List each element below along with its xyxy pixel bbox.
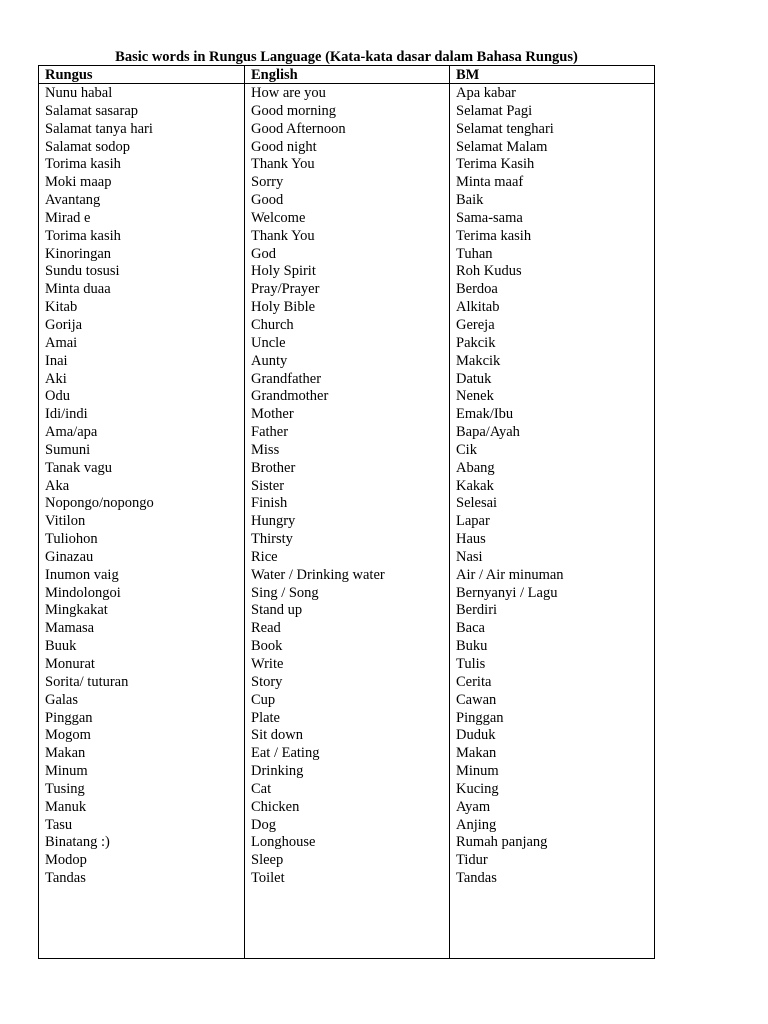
table-row — [39, 192, 654, 210]
cell-bm: Terima kasih — [456, 227, 532, 244]
cell-bm: Gereja — [456, 316, 495, 333]
cell-rungus: Monurat — [45, 656, 95, 672]
cell-bm: Baca — [456, 620, 485, 637]
cell-rungus: Tasu — [45, 816, 73, 833]
cell-bm: Kucing — [456, 780, 499, 797]
table-row — [39, 745, 654, 763]
cell-english: Cup — [251, 691, 276, 708]
cell-bm: Roh Kudus — [456, 263, 522, 280]
cell-english: Drinking — [251, 763, 304, 780]
table-row — [39, 424, 654, 442]
table-row — [39, 317, 654, 335]
cell-bm: Ayam — [456, 798, 491, 815]
cell-bm: Bernyanyi / Lagu — [456, 584, 558, 601]
cell-english: Mother — [251, 406, 294, 423]
cell-bm: Pakcik — [456, 334, 496, 351]
cell-bm: Sama-sama — [456, 209, 523, 226]
table-row — [39, 156, 654, 174]
cell-rungus: Amai — [45, 334, 78, 351]
cell-english: Water / Drinking water — [251, 566, 385, 583]
cell-english: Good morning — [251, 102, 336, 119]
table-row — [39, 620, 654, 638]
table-row — [39, 263, 654, 281]
cell-bm: Cawan — [456, 691, 497, 708]
cell-english: Thank You — [251, 227, 315, 244]
cell-rungus: Kinoringan — [45, 245, 112, 262]
table-row — [39, 246, 654, 264]
cell-bm: Pinggan — [456, 709, 504, 726]
cell-english: Book — [251, 638, 283, 655]
table-row — [39, 567, 654, 585]
cell-english: Cat — [251, 780, 272, 797]
cell-bm: Selamat tenghari — [456, 120, 554, 137]
cell-rungus: Galas — [45, 691, 79, 708]
cell-english: How are you — [251, 85, 326, 101]
cell-english: Chicken — [251, 798, 300, 815]
cell-bm: Air / Air minuman — [456, 566, 564, 583]
cell-bm: Selamat Malam — [456, 138, 548, 155]
table-row — [39, 210, 654, 228]
header-rungus: Rungus — [45, 67, 93, 83]
cell-bm: Rumah panjang — [456, 834, 548, 851]
cell-english: God — [251, 245, 276, 262]
cell-bm: Baik — [456, 192, 484, 209]
document-title: Basic words in Rungus Language (Kata-kata dasar dalam Bahasa Rungus) — [115, 49, 578, 65]
cell-bm: Selesai — [456, 495, 498, 512]
table-row — [39, 852, 654, 870]
cell-rungus: Tanak vagu — [45, 459, 113, 476]
cell-rungus: Avantang — [45, 192, 101, 209]
cell-english: Read — [251, 620, 281, 637]
cell-bm: Minta maaf — [456, 174, 524, 191]
cell-bm: Emak/Ibu — [456, 406, 514, 423]
cell-rungus: Salamat sodop — [45, 138, 130, 155]
cell-bm: Anjing — [456, 816, 497, 833]
cell-english: Sleep — [251, 852, 284, 869]
table-row — [39, 656, 654, 674]
table-row — [39, 549, 654, 567]
cell-rungus: Pinggan — [45, 709, 93, 726]
table-row — [39, 281, 654, 299]
cell-english: Good Afternoon — [251, 120, 346, 137]
cell-bm: Berdoa — [456, 281, 498, 298]
cell-bm: Tandas — [456, 870, 497, 887]
cell-rungus: Inumon vaig — [45, 566, 119, 583]
cell-bm: Haus — [456, 531, 486, 548]
cell-english: Longhouse — [251, 834, 316, 851]
table-row — [39, 870, 654, 888]
cell-bm: Alkitab — [456, 299, 500, 316]
table-row — [39, 478, 654, 496]
table-row — [39, 585, 654, 603]
cell-rungus: Tuliohon — [45, 531, 98, 548]
cell-rungus: Salamat sasarap — [45, 102, 139, 119]
cell-english: Miss — [251, 441, 280, 458]
header-bm: BM — [456, 67, 480, 83]
cell-bm: Berdiri — [456, 602, 498, 619]
table-row — [39, 371, 654, 389]
cell-english: Story — [251, 673, 283, 690]
table-row — [39, 299, 654, 317]
cell-english: Church — [251, 316, 294, 333]
cell-rungus: Sundu tosusi — [45, 263, 120, 280]
table-row — [39, 817, 654, 835]
cell-english: Sorry — [251, 174, 284, 191]
table-row — [39, 531, 654, 549]
cell-rungus: Mirad e — [45, 209, 91, 226]
cell-english: Holy Bible — [251, 299, 316, 316]
cell-english: Sing / Song — [251, 584, 319, 601]
cell-rungus: Mindolongoi — [45, 584, 121, 601]
table-row — [39, 781, 654, 799]
cell-bm: Kakak — [456, 477, 494, 494]
table-row — [39, 602, 654, 620]
cell-english: Aunty — [251, 352, 288, 369]
cell-english: Holy Spirit — [251, 263, 316, 280]
cell-rungus: Minta duaa — [45, 281, 111, 298]
cell-bm: Nenek — [456, 388, 494, 405]
table-row — [39, 85, 654, 103]
cell-english: Eat / Eating — [251, 745, 320, 762]
cell-bm: Cik — [456, 441, 477, 458]
cell-rungus: Mingkakat — [45, 602, 108, 619]
cell-english: Finish — [251, 495, 288, 512]
cell-rungus: Binatang :) — [45, 834, 110, 851]
cell-bm: Makcik — [456, 352, 501, 369]
table-row — [39, 139, 654, 157]
cell-english: Plate — [251, 709, 280, 726]
cell-rungus: Moki maap — [45, 174, 112, 191]
cell-rungus: Nunu habal — [45, 85, 113, 101]
cell-rungus: Torima kasih — [45, 156, 121, 173]
table-row — [39, 460, 654, 478]
cell-bm: Nasi — [456, 548, 483, 565]
table-row — [39, 103, 654, 121]
cell-english: Thirsty — [251, 531, 293, 548]
cell-rungus: Nopongo/nopongo — [45, 495, 154, 512]
cell-rungus: Vitilon — [45, 513, 86, 530]
cell-bm: Duduk — [456, 727, 496, 744]
cell-english: Grandfather — [251, 370, 322, 387]
table-body — [39, 85, 654, 888]
table-row — [39, 353, 654, 371]
cell-english: Uncle — [251, 334, 286, 351]
cell-bm: Tulis — [456, 656, 486, 672]
cell-bm: Cerita — [456, 673, 492, 690]
cell-bm: Minum — [456, 763, 499, 780]
table-row — [39, 495, 654, 513]
cell-english: Toilet — [251, 870, 285, 887]
table-row — [39, 638, 654, 656]
cell-rungus: Torima kasih — [45, 227, 121, 244]
table-row — [39, 763, 654, 781]
cell-rungus: Makan — [45, 745, 86, 762]
cell-rungus: Mamasa — [45, 620, 95, 637]
table-row — [39, 335, 654, 353]
table-row — [39, 692, 654, 710]
cell-bm: Lapar — [456, 513, 490, 530]
table-row — [39, 442, 654, 460]
cell-bm: Abang — [456, 459, 495, 476]
cell-bm: Tidur — [456, 852, 488, 869]
table-row — [39, 674, 654, 692]
cell-rungus: Modop — [45, 852, 87, 869]
cell-english: Dog — [251, 816, 276, 833]
cell-english: Good night — [251, 138, 317, 155]
cell-english: Rice — [251, 548, 278, 565]
cell-rungus: Minum — [45, 763, 88, 780]
cell-english: Welcome — [251, 209, 306, 226]
cell-english: Pray/Prayer — [251, 281, 320, 298]
cell-rungus: Idi/indi — [45, 406, 88, 423]
table-row — [39, 121, 654, 139]
table-header-row — [39, 66, 654, 84]
cell-rungus: Kitab — [45, 299, 78, 316]
table-row — [39, 388, 654, 406]
table-row — [39, 406, 654, 424]
cell-rungus: Mogom — [45, 727, 91, 744]
cell-rungus: Buuk — [45, 638, 77, 655]
cell-rungus: Sumuni — [45, 441, 91, 458]
cell-rungus: Odu — [45, 388, 70, 405]
vocabulary-table — [38, 65, 655, 959]
cell-english: Write — [251, 656, 284, 672]
cell-english: Sit down — [251, 727, 303, 744]
cell-bm: Tuhan — [456, 245, 493, 262]
cell-rungus: Salamat tanya hari — [45, 120, 153, 137]
header-english: English — [251, 67, 298, 83]
table-row — [39, 228, 654, 246]
table-row — [39, 710, 654, 728]
cell-english: Grandmother — [251, 388, 329, 405]
table-row — [39, 513, 654, 531]
cell-rungus: Tusing — [45, 780, 85, 797]
cell-rungus: Manuk — [45, 798, 87, 815]
cell-bm: Terima Kasih — [456, 156, 535, 173]
cell-english: Hungry — [251, 513, 296, 530]
cell-rungus: Sorita/ tuturan — [45, 673, 129, 690]
cell-rungus: Ginazau — [45, 548, 94, 565]
cell-rungus: Tandas — [45, 870, 86, 887]
cell-english: Father — [251, 424, 289, 441]
cell-rungus: Ama/apa — [45, 424, 98, 441]
table-row — [39, 174, 654, 192]
cell-rungus: Gorija — [45, 316, 83, 333]
table-row — [39, 799, 654, 817]
cell-bm: Makan — [456, 745, 497, 762]
cell-english: Thank You — [251, 156, 315, 173]
cell-bm: Bapa/Ayah — [456, 424, 520, 441]
cell-rungus: Aka — [45, 477, 70, 494]
cell-bm: Selamat Pagi — [456, 102, 533, 119]
cell-english: Good — [251, 192, 284, 209]
cell-bm: Datuk — [456, 370, 492, 387]
table-row — [39, 727, 654, 745]
cell-english: Brother — [251, 459, 296, 476]
cell-rungus: Inai — [45, 352, 68, 369]
cell-bm: Buku — [456, 638, 488, 655]
cell-rungus: Aki — [45, 370, 67, 387]
table-row — [39, 834, 654, 852]
cell-english: Sister — [251, 477, 285, 494]
cell-english: Stand up — [251, 602, 303, 619]
cell-bm: Apa kabar — [456, 85, 516, 101]
